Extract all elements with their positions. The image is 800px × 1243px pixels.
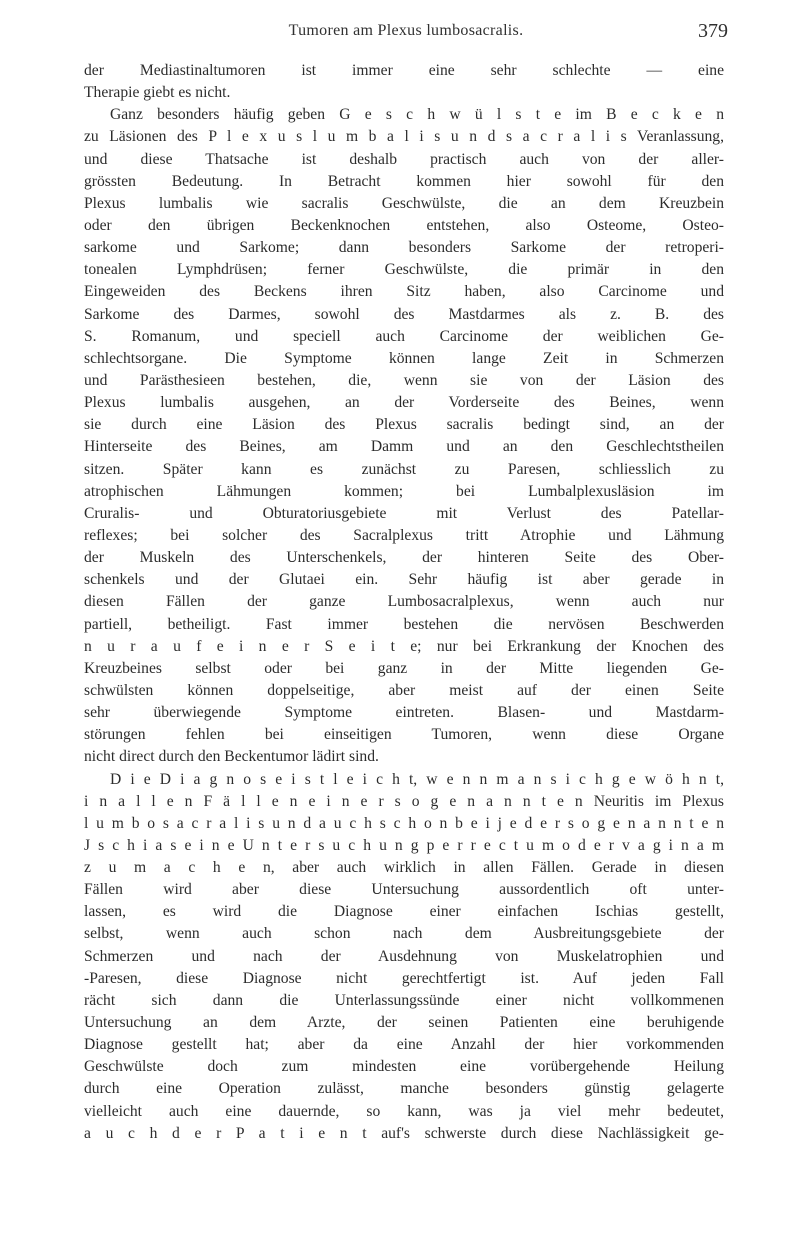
text-line: Schmerzen und nach der Ausdehnung von Muskelatrophien und	[84, 947, 724, 965]
text-line: -Paresen, diese Diagnose nicht gerechtfertigt ist. Auf jeden Fall	[84, 969, 724, 987]
text-line: Sarkome des Darmes, sowohl des Mastdarmes als z. B. des	[84, 305, 724, 323]
text-line: i n a l l e n F ä l l e n e i n e r s o g e n a n n t e n Neuritis im Plexus	[84, 792, 724, 810]
text-line: Ganz besonders häufig geben G e s c h w ü l s t e im B e c k e n	[110, 106, 724, 124]
text-line: oder den übrigen Beckenknochen entstehen, also Osteome, Osteo-	[84, 216, 724, 234]
text-line: selbst, wenn auch schon nach dem Ausbreitungsgebiete der	[84, 925, 724, 943]
running-title: Tumoren am Plexus lumbosacralis.	[288, 22, 524, 39]
text-line: nicht direct durch den Beckentumor lädirt sind.	[84, 748, 379, 766]
running-head	[84, 20, 728, 48]
text-line: l u m b o s a c r a l i s u n d a u c h s c h o n b e i j e d e r s o g e n a n n t e n	[84, 814, 724, 832]
body-text	[84, 60, 724, 1145]
text-line: der Muskeln des Unterschenkels, der hinteren Seite des Ober-	[84, 549, 724, 567]
text-line: tonealen Lymphdrüsen; ferner Geschwülste, die primär in den	[84, 261, 724, 279]
text-line: schenkels und der Glutaei ein. Sehr häufig ist aber gerade in	[84, 571, 724, 589]
text-line: grössten Bedeutung. In Betracht kommen hier sowohl für den	[84, 172, 724, 190]
text-line: reflexes; bei solcher des Sacralplexus tritt Atrophie und Lähmung	[84, 526, 724, 544]
text-line: schwülsten können doppelseitige, aber meist auf der einen Seite	[84, 681, 724, 699]
text-line: Fällen wird aber diese Untersuchung aussordentlich oft unter-	[84, 881, 724, 899]
text-line: sie durch eine Läsion des Plexus sacralis bedingt sind, an der	[84, 416, 724, 434]
text-line: n u r a u f e i n e r S e i t e; nur bei Erkrankung der Knochen des	[84, 637, 724, 655]
text-line: störungen fehlen bei einseitigen Tumoren, wenn diese Organe	[84, 726, 724, 744]
text-line: Cruralis- und Obturatoriusgebiete mit Verlust des Patellar-	[84, 504, 724, 522]
text-line: sehr überwiegende Symptome eintreten. Blasen- und Mastdarm-	[84, 704, 724, 722]
text-line: durch eine Operation zulässt, manche besonders günstig gelagerte	[84, 1080, 724, 1098]
text-line: schlechtsorgane. Die Symptome können lange Zeit in Schmerzen	[84, 349, 724, 367]
text-line: diesen Fällen der ganze Lumbosacralplexus, wenn auch nur	[84, 593, 724, 611]
text-line: Untersuchung an dem Arzte, der seinen Patienten eine beruhigende	[84, 1014, 724, 1032]
page-number: 379	[698, 20, 728, 42]
text-line: Plexus lumbalis ausgehen, an der Vorderseite des Beines, wenn	[84, 394, 724, 412]
text-line: z u m a c h e n, aber auch wirklich in allen Fällen. Gerade in diesen	[84, 859, 724, 877]
text-line: partiell, betheiligt. Fast immer bestehen die nervösen Beschwerden	[84, 615, 724, 633]
text-line: vielleicht auch eine dauernde, so kann, was ja viel mehr bedeutet,	[84, 1102, 724, 1120]
text-line: Eingeweiden des Beckens ihren Sitz haben, also Carcinome und	[84, 283, 724, 301]
text-line: D i e D i a g n o s e i s t l e i c h t, w e n n m a n s i c h g e w ö h n t,	[110, 770, 724, 788]
text-line: und Parästhesieen bestehen, die, wenn sie von der Läsion des	[84, 371, 724, 389]
text-line: Diagnose gestellt hat; aber da eine Anzahl der hier vorkommenden	[84, 1036, 724, 1054]
text-line: Hinterseite des Beines, am Damm und an den Geschlechtstheilen	[84, 438, 724, 456]
text-line: a u c h d e r P a t i e n t auf's schwerste durch diese Nachlässigkeit ge-	[84, 1124, 724, 1142]
text-line: Geschwülste doch zum mindesten eine vorübergehende Heilung	[84, 1058, 724, 1076]
text-line: und diese Thatsache ist deshalb practisch auch von der aller-	[84, 150, 724, 168]
text-line: zu Läsionen des P l e x u s l u m b a l i s u n d s a c r a l i s Veranlassung,	[84, 128, 724, 146]
text-line: rächt sich dann die Unterlassungssünde einer nicht vollkommenen	[84, 991, 724, 1009]
text-line: atrophischen Lähmungen kommen; bei Lumbalplexusläsion im	[84, 482, 724, 500]
text-line: Therapie giebt es nicht.	[84, 84, 231, 102]
text-line: sarkome und Sarkome; dann besonders Sarkome der retroperi-	[84, 239, 724, 257]
text-line: Kreuzbeines selbst oder bei ganz in der Mitte liegenden Ge-	[84, 659, 724, 677]
text-line: lassen, es wird die Diagnose einer einfachen Ischias gestellt,	[84, 903, 724, 921]
text-line: sitzen. Später kann es zunächst zu Paresen, schliesslich zu	[84, 460, 724, 478]
text-line: J s c h i a s e i n e U n t e r s u c h u n g p e r r e c t u m o d e r v a g i n a m	[84, 836, 724, 854]
text-line: Plexus lumbalis wie sacralis Geschwülste, die an dem Kreuzbein	[84, 194, 724, 212]
text-line: S. Romanum, und speciell auch Carcinome der weiblichen Ge-	[84, 327, 724, 345]
text-line: der Mediastinaltumoren ist immer eine sehr schlechte — eine	[84, 62, 724, 79]
